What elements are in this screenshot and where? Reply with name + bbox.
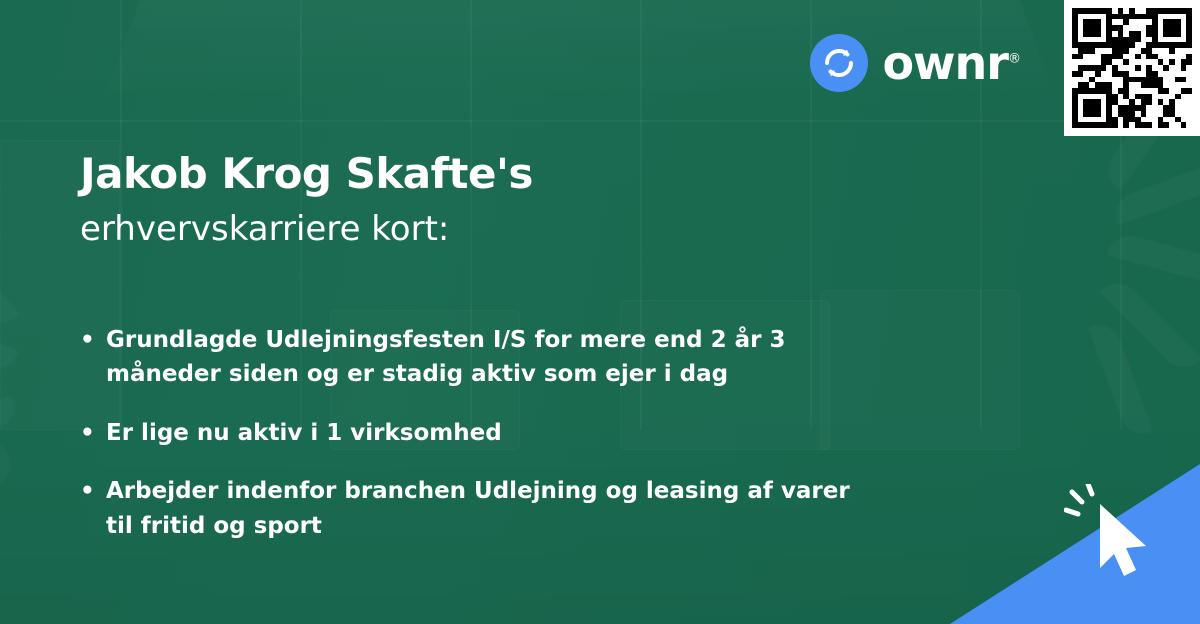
qr-code-icon[interactable] bbox=[1064, 0, 1200, 136]
qr-code-matrix bbox=[1072, 8, 1192, 128]
list-item: • Grundlagde Udlejningsfesten I/S for mere end 2 år 3 måneder siden og er stadig aktiv som ejer i dag bbox=[80, 323, 880, 392]
mouse-cursor-click-icon bbox=[1064, 484, 1174, 598]
registered-mark: ® bbox=[1008, 51, 1020, 67]
brand-name bbox=[882, 36, 1020, 90]
window-rail bbox=[0, 120, 1200, 122]
page-title: Jakob Krog Skafte's bbox=[80, 149, 533, 198]
card-content bbox=[80, 148, 1000, 567]
brand-logo[interactable] bbox=[810, 34, 1020, 92]
page-subtitle: erhvervskarriere kort: bbox=[80, 208, 450, 249]
career-facts-list bbox=[80, 323, 1000, 544]
ownr-circular-arrows-icon bbox=[810, 34, 868, 92]
brand-name-text: ownr bbox=[882, 36, 1008, 90]
list-item: • Arbejder indenfor branchen Udlejning og leasing af varer til fritid og sport bbox=[80, 474, 880, 543]
list-item: • Er lige nu aktiv i 1 virksomhed bbox=[80, 416, 880, 451]
